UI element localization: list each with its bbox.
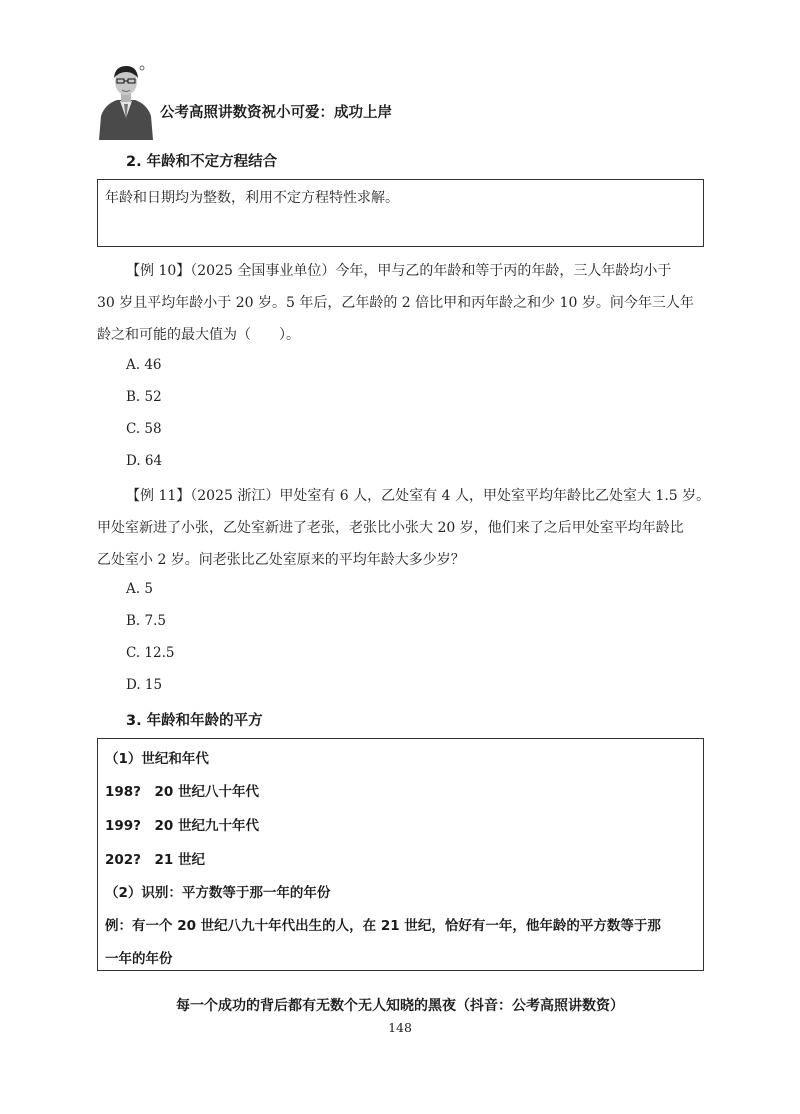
tip-box-text: 年龄和日期均为整数，利用不定方程特性求解。 (105, 190, 399, 206)
example-10-option-d: D. 64 (126, 453, 163, 469)
example-10-option-b: B. 52 (126, 389, 162, 405)
example-11-line-2: 甲处室新进了小张，乙处室新进了老张，老张比小张大 20 岁，他们来了之后甲处室平均年龄比 (97, 520, 684, 536)
footer-slogan: 每一个成功的背后都有无数个无人知晓的黑夜（抖音：公考高照讲数资） (176, 998, 624, 1014)
example-11-option-d: D. 15 (126, 677, 163, 693)
example-11-option-a: A. 5 (126, 581, 153, 597)
century-box-line-7: 一年的年份 (105, 951, 173, 967)
example-10-line-3: 龄之和可能的最大值为（ ）。 (97, 327, 300, 343)
example-11-line-3: 乙处室小 2 岁。问老张比乙处室原来的平均年龄大多少岁？ (97, 552, 465, 568)
header-slogan: 公考高照讲数资祝小可爱：成功上岸 (160, 105, 392, 121)
century-box-line-1: （1）世纪和年代 (105, 751, 209, 767)
example-10-option-a: A. 46 (126, 357, 162, 373)
example-11-line-1: 【例 11】（2025 浙江）甲处室有 6 人，乙处室有 4 人，甲处室平均年龄比乙处室大 1.5 岁。 (126, 488, 711, 504)
example-10-line-1: 【例 10】（2025 全国事业单位）今年，甲与乙的年龄和等于丙的年龄，三人年龄均小于 (126, 263, 672, 279)
century-box-line-6: 例：有一个 20 世纪八九十年代出生的人，在 21 世纪，恰好有一年，他年龄的平方数等于那 (105, 918, 661, 934)
author-photo (97, 60, 155, 140)
century-box-line-3: 199? 20 世纪九十年代 (105, 818, 259, 834)
section-2-title: 2. 年龄和不定方程结合 (126, 154, 278, 170)
century-box-line-2: 198? 20 世纪八十年代 (105, 784, 259, 800)
page-number: 148 (388, 1020, 412, 1035)
example-10-option-c: C. 58 (126, 421, 162, 437)
century-box (97, 738, 704, 971)
example-10-line-2: 30 岁且平均年龄小于 20 岁。5 年后，乙年龄的 2 倍比甲和丙年龄之和少 10 岁。问今年三人年 (97, 295, 694, 311)
author-portrait-icon (97, 60, 155, 140)
section-3-title: 3. 年龄和年龄的平方 (126, 713, 263, 729)
example-11-option-b: B. 7.5 (126, 613, 166, 629)
tip-box (97, 179, 704, 247)
century-box-line-5: （2）识别：平方数等于那一年的年份 (105, 885, 331, 901)
example-11-option-c: C. 12.5 (126, 645, 175, 661)
century-box-line-4: 202? 21 世纪 (105, 852, 205, 868)
